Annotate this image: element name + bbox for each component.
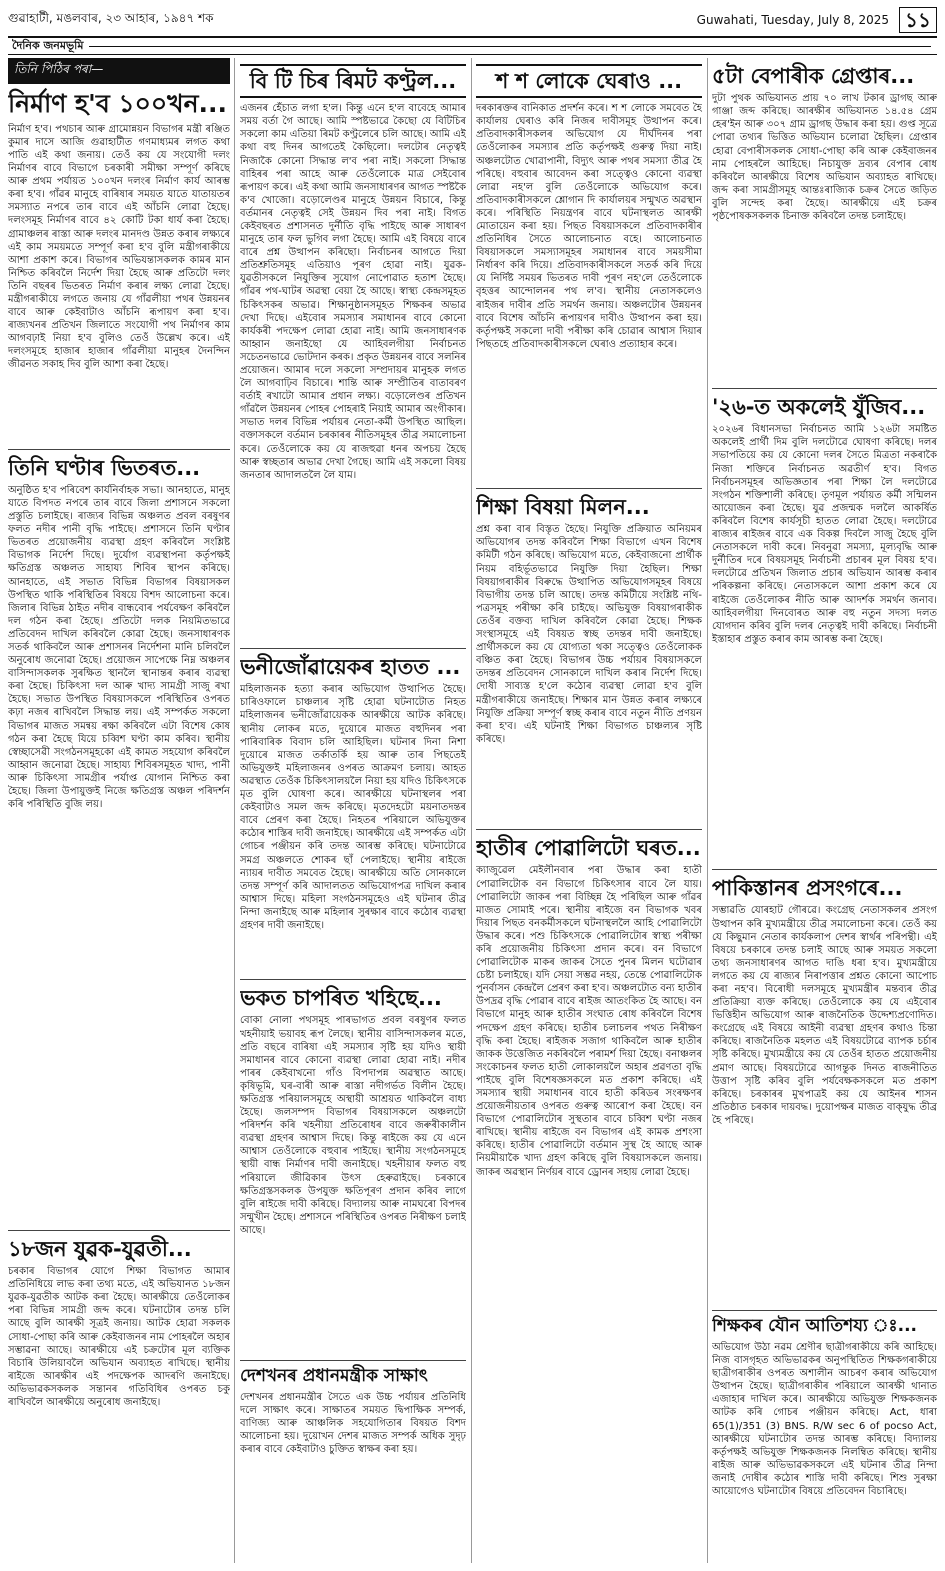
continuation-kicker: তিনি পিঠিৰ পৰা— xyxy=(8,58,230,84)
divider xyxy=(240,979,466,980)
article-body: এজনৰ হেঁচাত লগা হ'ল। কিন্তু এনে হ'ল বাবেহে আমাৰ সময় বৰ্তা গৈ আছে। আমি স্পষ্টভাৱে কৈছো যে বিটিচিৰ সকলো কাম এতিয়া ৰিমট কণ্ট্ৰলেৰে চলি আছে। আমি এই কথা বহু দিনৰ আগতেই কৈছিলো। দলটোৰ নেতৃত্বই নিজাকৈ কোনো সিদ্ধান্ত ল'ব পৰা নাই। সকলো সিদ্ধান্ত বাহিৰৰ পৰা আহে আৰু তেওঁলোকে মাত্ৰ সেইবোৰ ৰূপায়ণ কৰে। এই কথা আমি জনসাধাৰণৰ আগত স্পষ্টকৈ ক'ব খোজো। বড়োলেণ্ডৰ মানুহে উন্নয়ন বিচাৰে, কিন্তু বৰ্তমানৰ নেতৃত্বই সেই উন্নয়ন দিব পৰা নাই। বিগত কেইবছৰত প্ৰশাসনত দুৰ্নীতি বৃদ্ধি পাইছে আৰু সাধাৰণ মানুহে তাৰ ফল ভুগিব লগা হৈছে। আমি এই বিষয়ে বাৰে বাৰে প্ৰশ্ন উত্থাপন কৰিছো। নিৰ্বাচনৰ আগতে দিয়া প্ৰতিশ্ৰুতিসমূহ এতিয়াও পূৰণ হোৱা নাই। যুৱক-যুৱতীসকলে নিযুক্তিৰ সুযোগ নোপোৱাত হতাশ হৈছে। গাঁৱৰ পথ-ঘাটৰ অৱস্থা বেয়া হৈ আছে। স্বাস্থ্য কেন্দ্ৰসমূহত চিকিৎসকৰ অভাৱ। শিক্ষানুষ্ঠানসমূহত শিক্ষকৰ অভাৱ দেখা দিছে। এইবোৰ সমস্যাৰ সমাধানৰ বাবে কোনো কাৰ্যকৰী পদক্ষেপ লোৱা হোৱা নাই। আমি জনসাধাৰণক আহ্বান জনাইছো যে আহিবলগীয়া নিৰ্বাচনত সচেতনভাৱে ভোটদান কৰক। প্ৰকৃত উন্নয়নৰ বাবে সলনিৰ প্ৰয়োজন। আমাৰ দলে সকলো সম্প্ৰদায়ৰ মানুহক লগত লৈ আগবাঢ়িব বিচাৰে। শান্তি আৰু সম্প্ৰীতিৰ বাতাবৰণ বৰ্তাই ৰখাটো আমাৰ প্ৰধান লক্ষ্য। বড়োলেণ্ডৰ প্ৰতিখন গাঁৱলৈ উন্নয়নৰ পোহৰ পোহৰাই নিয়াই আমাৰ অংগীকাৰ। সভাত দলৰ বিভিন্ন পৰ্যায়ৰ নেতা-কৰ্মী উপস্থিত আছিল। বক্তাসকলে বৰ্তমান চৰকাৰৰ নীতিসমূহৰ তীব্ৰ সমালোচনা কৰে। তেওঁলোকে কয় যে ৰাজহুৱা ধনৰ অপচয় হৈছে আৰু স্বচ্ছতাৰ অভাৱ দেখা গৈছে। আমি এই সকলো বিষয় জনতাৰ আদালতলৈ লৈ যাম। xyxy=(240,103,466,481)
article-headline: নিৰ্মাণ হ'ব ১০০খন... xyxy=(8,89,227,118)
article-body: সম্ভাৱতি যোৰহাট গৌৰৱে। কংগ্ৰেছ নেতাসকলৰ প্ৰসংগ উত্থাপন কৰি মুখ্যমন্ত্ৰীয়ে তীব্ৰ সমালোচনা কৰে। তেওঁ কয় যে কিছুমান নেতাৰ কাৰ্যকলাপ দেশৰ স্বাৰ্থৰ পৰিপন্থী। এই বিষয়ে চৰকাৰে তদন্ত চলাই আছে আৰু সময়ত সকলো তথ্য জনসাধাৰণৰ আগত দাঙি ধৰা হ'ব। মুখ্যমন্ত্ৰীয়ে লগতে কয় যে ৰাজ্যৰ নিৰাপত্তাৰ প্ৰশ্নত কোনো আপোচ কৰা নহ'ব। বিৰোধী দলসমূহে মুখ্যমন্ত্ৰীৰ মন্তব্যৰ তীব্ৰ প্ৰতিক্ৰিয়া ব্যক্ত কৰিছে। তেওঁলোকে কয় যে এইবোৰ ভিত্তিহীন অভিযোগ আৰু ৰাজনৈতিক উদ্দেশ্যপ্ৰণোদিত। কংগ্ৰেছে এই বিষয়ে আইনী ব্যৱস্থা গ্ৰহণৰ কথাও চিন্তা কৰিছে। ৰাজনৈতিক মহলত এই বিষয়টোৱে ব্যাপক চৰ্চাৰ সৃষ্টি কৰিছে। মুখ্যমন্ত্ৰীয়ে কয় যে তেওঁৰ হাতত প্ৰয়োজনীয় প্ৰমাণ আছে। বিষয়টোৱে আগন্তুক দিনত ৰাজনীতিত উত্তাপ সৃষ্টি কৰিব বুলি পৰ্যবেক্ষকসকলে মত প্ৰকাশ কৰিছে। চৰকাৰৰ মুখপাত্ৰই কয় যে আইনৰ শাসন প্ৰতিষ্ঠাত চৰকাৰ দায়বদ্ধ। দুয়োপক্ষৰ মাজত বাক্‌যুদ্ধ তীব্ৰ হৈ পৰিছে। xyxy=(712,905,937,1126)
article-headline: শিক্ষা বিষয়া মিলন... xyxy=(476,495,650,520)
article-headline: হাতীৰ পোৱালিটো ঘৰত... xyxy=(476,836,701,861)
page-number: ১১ xyxy=(899,7,937,33)
date-assamese: গুৱাহাটী, মঙলবাৰ, ২৩ আহাৰ, ১৯৪৭ শক xyxy=(8,11,214,25)
article-body: ক্যাজুৱেল মেইলীনবাৰ পৰা উদ্ধাৰ কৰা হাতী পোৱালিটোক বন বিভাগে চিকিৎসাৰ বাবে লৈ যায়। পোৱালিটো জাকৰ পৰা বিচ্ছিন্ন হৈ পৰিছিল আৰু গাঁৱৰ মাজত সোমাই পৰে। স্থানীয় ৰাইজে বন বিভাগক খবৰ দিয়াৰ পিছত বনকৰ্মীসকলে ঘটনাস্থললৈ আহি পোৱালিটো উদ্ধাৰ কৰে। পশু চিকিৎসকে পোৱালিটোৰ স্বাস্থ্য পৰীক্ষা কৰি প্ৰয়োজনীয় চিকিৎসা প্ৰদান কৰে। বন বিভাগে পোৱালিটোক মাকৰ জাকৰ সৈতে পুনৰ মিলন ঘটোৱাৰ চেষ্টা চলাইছে। যদি সেয়া সম্ভৱ নহয়, তেন্তে পোৱালিটোক পুনৰ্বাসন কেন্দ্ৰলৈ প্ৰেৰণ কৰা হ'ব। অঞ্চলটোত বন্য হাতীৰ উপদ্ৰৱ বৃদ্ধি পোৱাৰ বাবে ৰাইজ আতংকিত হৈ আছে। বন বিভাগে মানুহ আৰু হাতীৰ সংঘাত ৰোধ কৰিবলৈ বিশেষ পদক্ষেপ গ্ৰহণ কৰিছে। হাতীৰ চলাচলৰ পথত নিৰীক্ষণ বৃদ্ধি কৰা হৈছে। ৰাইজক সজাগ থাকিবলৈ আৰু হাতীৰ জাকক উত্তেজিত নকৰিবলৈ পৰামৰ্শ দিয়া হৈছে। বনাঞ্চলৰ সংকোচনৰ ফলত হাতী লোকালয়লৈ অহাৰ প্ৰৱণতা বৃদ্ধি পাইছে বুলি বিশেষজ্ঞসকলে মত প্ৰকাশ কৰিছে। এই সমস্যাৰ স্থায়ী সমাধানৰ বাবে হাতী কৰিডৰ সংৰক্ষণৰ প্ৰয়োজনীয়তাৰ ওপৰত গুৰুত্ব আৰোপ কৰা হৈছে। বন বিভাগে পোৱালিটোৰ সুস্থতাৰ বাবে চব্বিশ ঘণ্টা নজৰ ৰাখিছে। স্থানীয় ৰাইজে বন বিভাগৰ এই কামক প্ৰশংসা কৰিছে। হাতীৰ পোৱালিটো বৰ্তমান সুস্থ হৈ আছে আৰু নিয়মীয়াকৈ খাদ্য গ্ৰহণ কৰিছে বুলি বিষয়াসকলে জনায়। জাকৰ অৱস্থান নিৰ্ণয়ৰ বাবে ড্ৰোনৰ সহায় লোৱা হৈছে। xyxy=(476,865,702,1178)
article-body: মহিলাজনক হত্যা কৰাৰ অভিযোগ উত্থাপিত হৈছে। চাৰিওফালে চাঞ্চল্যৰ সৃষ্টি হোৱা ঘটনাটোত নিহত মহিলাজনৰ ভনীজোঁৱায়েকক আৰক্ষীয়ে আটক কৰিছে। স্থানীয় লোকৰ মতে, দুয়োৰে মাজত বহুদিনৰ পৰা পাৰিবাৰিক বিবাদ চলি আহিছিল। ঘটনাৰ দিনা নিশা দুয়োৰে মাজত তৰ্কাতৰ্কি হয় আৰু তাৰ পিছতেই অভিযুক্তই মহিলাজনৰ ওপৰত আক্ৰমণ চলায়। আহত অৱস্থাত তেওঁক চিকিৎসালয়লৈ নিয়া হয় যদিও চিকিৎসকে মৃত বুলি ঘোষণা কৰে। আৰক্ষীয়ে ঘটনাস্থলৰ পৰা কেইবাটাও সমল জব্দ কৰিছে। মৃতদেহটো ময়নাতদন্তৰ বাবে প্ৰেৰণ কৰা হৈছে। নিহতৰ পৰিয়ালে অভিযুক্তৰ কঠোৰ শাস্তিৰ দাবী জনাইছে। আৰক্ষীয়ে এই সম্পৰ্কত এটা গোচৰ পঞ্জীয়ন কৰি তদন্ত আৰম্ভ কৰিছে। ঘটনাটোৱে সমগ্ৰ অঞ্চলতে শোকৰ ছাঁ পেলাইছে। স্থানীয় ৰাইজে ন্যায়ৰ দাবীত সমবেত হৈছে। আৰক্ষীয়ে অতি সোনকালে তদন্ত সম্পূৰ্ণ কৰি আদালতত অভিযোগপত্ৰ দাখিল কৰাৰ আশ্বাস দিছে। মহিলা সংগঠনসমূহেও এই ঘটনাৰ তীব্ৰ নিন্দা জনাইছে আৰু মহিলাৰ সুৰক্ষাৰ বাবে কঠোৰ ব্যৱস্থা গ্ৰহণৰ দাবী জনাইছে। xyxy=(240,684,466,931)
masthead-strip xyxy=(8,6,937,34)
article-body: দেশখনৰ প্ৰধানমন্ত্ৰীৰ সৈতে এক উচ্চ পৰ্যায়ৰ প্ৰতিনিধি দলে সাক্ষাৎ কৰে। সাক্ষাতৰ সময়ত দ্বিপাক্ষিক সম্পৰ্ক, বাণিজ্য আৰু আঞ্চলিক সহযোগিতাৰ বিষয়ত বিশদ আলোচনা হয়। দুয়োখন দেশৰ মাজত সম্পৰ্ক অধিক সুদৃঢ় কৰাৰ বাবে কেইবাটাও চুক্তিত স্বাক্ষৰ কৰা হয়। xyxy=(240,1391,466,1456)
newspaper-brand: দৈনিক জনমভূমি xyxy=(12,38,84,52)
article-body: ২০২৬ৰ বিধানসভা নিৰ্বাচনত আমি ১২৬টা সমষ্টিত অকলেই প্ৰাৰ্থী দিম বুলি দলটোৱে ঘোষণা কৰিছে। দলৰ সভাপতিয়ে কয় যে কোনো দলৰ সৈতে মিত্ৰতা নকৰাকৈ নিজা শক্তিৰে নিৰ্বাচনত অৱতীৰ্ণ হ'ব। বিগত নিৰ্বাচনসমূহৰ অভিজ্ঞতাৰ পৰা শিক্ষা লৈ দলটোৱে সংগঠন শক্তিশালী কৰিছে। তৃণমূল পৰ্যায়ত কৰ্মী সন্মিলন আয়োজন কৰা হৈছে। যুৱ প্ৰজন্মক দললৈ আকৰ্ষিত কৰিবলৈ বিশেষ কাৰ্যসূচী হাতত লোৱা হৈছে। দলটোৱে ৰাজ্যৰ ৰাইজৰ বাবে এক বিকল্প দিবলৈ সাজু হৈছে বুলি নেতাসকলে দাবী কৰে। নিবনুৱা সমস্যা, মূল্যবৃদ্ধি আৰু দুৰ্নীতিৰ দৰে বিষয়সমূহ নিৰ্বাচনী প্ৰচাৰৰ মূল বিষয় হ'ব। দলটোৱে প্ৰতিখন জিলাত প্ৰচাৰ অভিযান আৰম্ভ কৰাৰ পৰিকল্পনা কৰিছে। নেতাসকলে আশা প্ৰকাশ কৰে যে ৰাইজে তেওঁলোকৰ নীতি আৰু আদৰ্শক সমৰ্থন জনাব। আহিবলগীয়া দিনবোৰত আৰু বহু নতুন সদস্য দলত যোগদান কৰিব বুলি দলৰ নেতৃত্বই দাবী কৰিছে। নিৰ্বাচনী ইস্তাহাৰ প্ৰস্তুত কৰাৰ কাম আৰম্ভ কৰা হৈছে। xyxy=(712,424,937,645)
column-divider xyxy=(234,58,235,1563)
article-headline: শ শ লোকে ঘেৰাও ... xyxy=(476,64,702,98)
article-headline: ৫টা বেপাৰীক গ্ৰেপ্তাৰ... xyxy=(712,64,915,88)
column-divider xyxy=(471,58,472,1563)
article-headline: ভনীজোঁৱায়েকৰ হাতত ... xyxy=(240,655,461,680)
divider xyxy=(240,1360,466,1361)
divider xyxy=(476,488,702,489)
article-body: প্ৰশ্ন কৰা বাৰ বিস্তৃত হৈছে। নিযুক্তি প্ৰক্ৰিয়াত অনিয়মৰ অভিযোগৰ তদন্ত কৰিবলৈ শিক্ষা বিভাগে এখন বিশেষ কমিটী গঠন কৰিছে। অভিযোগ মতে, কেইবাজনো প্ৰাৰ্থীক নিয়ম বহিৰ্ভূতভাৱে নিযুক্তি দিয়া হৈছিল। শিক্ষা বিষয়াগৰাকীৰ বিৰুদ্ধে উত্থাপিত অভিযোগসমূহৰ বিষয়ে বিভাগীয় তদন্ত চলি আছে। তদন্ত কমিটীয়ে সংশ্লিষ্ট নথি-পত্ৰসমূহ পৰীক্ষা কৰি চাইছে। অভিযুক্ত বিষয়াগৰাকীক তেওঁৰ বক্তব্য দাখিল কৰিবলৈ কোৱা হৈছে। শিক্ষক সংস্থাসমূহে এই বিষয়ত স্বচ্ছ তদন্তৰ দাবী জনাইছে। প্ৰাৰ্থীসকলে কয় যে যোগ্যতা থকা সত্ত্বেও তেওঁলোকক বঞ্চিত কৰা হৈছে। বিভাগৰ উচ্চ পৰ্যায়ৰ বিষয়াসকলে তদন্তৰ প্ৰতিবেদন সোনকালে দাখিল কৰাৰ নিৰ্দেশ দিছে। দোষী সাব্যস্ত হ'লে কঠোৰ ব্যৱস্থা লোৱা হ'ব বুলি মন্ত্ৰীগৰাকীয়ে জনাইছে। শিক্ষাৰ মান উন্নত কৰাৰ লক্ষ্যৰে নিযুক্তি প্ৰক্ৰিয়া সম্পূৰ্ণ স্বচ্ছ কৰাৰ বাবে নতুন নীতি প্ৰণয়ন কৰা হ'ব। এই ঘটনাই শিক্ষা বিভাগত চাঞ্চল্যৰ সৃষ্টি কৰিছে। xyxy=(476,524,702,745)
article-headline: দেশখনৰ প্ৰধানমন্ত্ৰীক সাক্ষাৎ xyxy=(240,1366,428,1387)
article-body: চৰকাৰ বিভাগৰ যোগে শিক্ষা বিভাগত আমাৰ প্ৰতিনিধিয়ে লাভ কৰা তথ্য মতে, এই অভিযানত ১৮জন যুৱক-যুৱতীক আটক কৰা হৈছে। আৰক্ষীয়ে তেওঁলোকৰ পৰা বিভিন্ন সামগ্ৰী জব্দ কৰে। ঘটনাটোৰ তদন্ত চলি আছে বুলি আৰক্ষী সূত্ৰই জনায়। আটক হোৱা সকলক সোধা-পোছা কৰি আৰু কেইবাজনৰ নাম পোহৰলৈ অহাৰ সম্ভাৱনা আছে। আৰক্ষীয়ে এই চক্ৰটোৰ মূল ব্যক্তিক বিচাৰি উলিয়াবলৈ অভিযান অব্যাহত ৰাখিছে। স্থানীয় ৰাইজে আৰক্ষীৰ এই পদক্ষেপক আদৰণি জনাইছে। অভিভাৱকসকলক সন্তানৰ গতিবিধিৰ ওপৰত চকু ৰাখিবলৈ আৰক্ষীয়ে অনুৰোধ জনাইছে। xyxy=(8,1266,230,1408)
article-headline: ভকত চাপৰিত খহিছে... xyxy=(240,986,442,1011)
divider xyxy=(712,869,937,870)
brand-rule xyxy=(89,46,931,47)
article-headline: পাকিস্তানৰ প্ৰসংগৰে... xyxy=(712,876,903,901)
divider xyxy=(240,648,466,649)
article-headline: ১৮জন যুৱক-যুৱতী... xyxy=(8,1236,192,1261)
article-body: বোকা নোলা পথসমূহ পাৰভাগত প্ৰবল বৰষুণৰ ফলত খহনীয়াই ভয়াবহ ৰূপ লৈছে। স্থানীয় বাসিন্দাসকলৰ মতে, প্ৰতি বছৰে বাৰিষা এই সমস্যাৰ সৃষ্টি হয় যদিও স্থায়ী সমাধানৰ বাবে কোনো ব্যৱস্থা লোৱা হোৱা নাই। নদীৰ পাৰৰ কেইবাখনো গাঁও বিপদাপন্ন অৱস্থাত আছে। কৃষিভূমি, ঘৰ-বাৰী আৰু ৰাস্তা নদীগৰ্ভত বিলীন হৈছে। ক্ষতিগ্ৰস্ত পৰিয়ালসমূহে অস্থায়ী আশ্ৰয়ত থাকিবলৈ বাধ্য হৈছে। জলসম্পদ বিভাগৰ বিষয়াসকলে অঞ্চলটো পৰিদৰ্শন কৰি খহনীয়া প্ৰতিৰোধৰ বাবে জৰুৰীকালীন ব্যৱস্থা গ্ৰহণৰ আশ্বাস দিছে। কিন্তু ৰাইজে কয় যে এনে আশ্বাস তেওঁলোকে বহুবাৰ পাইছে। স্থানীয় সংগঠনসমূহে স্থায়ী বান্ধ নিৰ্মাণৰ দাবী জনাইছে। খহনীয়াৰ ফলত বহু পৰিয়ালে জীৱিকাৰ উৎস হেৰুৱাইছে। চৰকাৰে ক্ষতিগ্ৰস্তসকলক উপযুক্ত ক্ষতিপূৰণ প্ৰদান কৰিব লাগে বুলি ৰাইজে দাবী কৰিছে। বিদ্যালয় আৰু নামঘৰো বিপদৰ সন্মুখীন হৈছে। প্ৰশাসনে পৰিস্থিতিৰ ওপৰত নিৰীক্ষণ চলাই আছে। xyxy=(240,1015,466,1236)
column-2 xyxy=(240,58,466,1563)
columns-area xyxy=(8,58,937,1563)
article-body: অনুষ্ঠিত হ'ব পৰিবেশ কাৰ্যনিৰ্বাহক সভা। আনহাতে, মানুহ যাতে বিপদত নপৰে তাৰ বাবে জিলা প্ৰশাসনে সকলো প্ৰস্তুতি চলাইছে। ৰাজ্যৰ বিভিন্ন অঞ্চলত প্ৰবল বৰষুণৰ ফলত নদীৰ পানী বৃদ্ধি পাইছে। প্ৰশাসনে তিনি ঘণ্টাৰ ভিতৰত প্ৰয়োজনীয় ব্যৱস্থা গ্ৰহণ কৰিবলৈ সংশ্লিষ্ট বিভাগক নিৰ্দেশ দিছে। দুৰ্যোগ ব্যৱস্থাপনা কৰ্তৃপক্ষই ক্ষতিগ্ৰস্ত অঞ্চলত সাহায্য শিবিৰ স্থাপন কৰিছে। আনহাতে, এই সভাত বিভিন্ন বিভাগৰ বিষয়াসকল উপস্থিত থাকি পৰিস্থিতিৰ বিষয়ে বিশদ আলোচনা কৰে। জিলাৰ বিভিন্ন ঠাইত নদীৰ বান্ধবোৰ পৰ্যবেক্ষণ কৰিবলৈ দল গঠন কৰা হৈছে। প্ৰতিটো দলক নিয়মিতভাৱে প্ৰতিবেদন দাখিল কৰিবলৈ কোৱা হৈছে। জনসাধাৰণক সতৰ্ক থাকিবলৈ আৰু প্ৰশাসনৰ নিৰ্দেশনা মানি চলিবলৈ অনুৰোধ জনোৱা হৈছে। প্ৰয়োজন সাপেক্ষে নিম্ন অঞ্চলৰ বাসিন্দাসকলক সুৰক্ষিত স্থানলৈ স্থানান্তৰ কৰাৰ ব্যৱস্থা কৰা হৈছে। চিকিৎসা দল আৰু খাদ্য সামগ্ৰী সাজু ৰখা হৈছে। সভাত উপস্থিত বিষয়াসকলে পৰিস্থিতিৰ ওপৰত কঢ়া নজৰ ৰাখিবলৈ সিদ্ধান্ত লয়। এই সম্পৰ্কত সকলো বিভাগৰ মাজত সমন্বয় ৰক্ষা কৰিবলৈ এটা বিশেষ কোষ গঠন কৰা হৈছে যিয়ে চব্বিশ ঘণ্টা কাম কৰিব। স্থানীয় স্বেচ্ছাসেৱী সংগঠনসমূহকো এই কামত সহযোগ কৰিবলৈ আহ্বান জনোৱা হৈছে। সাহায্য শিবিৰসমূহত খাদ্য, পানী আৰু চিকিৎসা সামগ্ৰীৰ পৰ্যাপ্ত যোগান নিশ্চিত কৰা হৈছে। জিলা উপায়ুক্তই নিজে ক্ষতিগ্ৰস্ত অঞ্চল পৰিদৰ্শন কৰি পৰিস্থিতি বুজি লয়। xyxy=(8,484,230,811)
column-4 xyxy=(712,58,937,1563)
divider xyxy=(8,449,230,450)
article-headline: '২৬-ত অকলেই যুঁজিব... xyxy=(712,395,926,420)
article-headline: বি টি চিৰ ৰিমট কণ্ট্ৰল... xyxy=(240,64,466,98)
date-english: Guwahati, Tuesday, July 8, 2025 xyxy=(696,13,890,27)
column-3 xyxy=(476,58,702,1563)
divider xyxy=(8,1230,230,1231)
article-body: নিৰ্মাণ হ'ব। পথচাৰ আৰু গ্ৰামোন্নয়ন বিভাগৰ মন্ত্ৰী ৰঞ্জিত কুমাৰ দাসে আজি গুৱাহাটীত গণমাধ্যমৰ লগত কথা পাতি এই কথা জনায়। তেওঁ কয় যে সংযোগী দলং নিৰ্মাণৰ বাবে বিভাগে চৰকাৰী সমীক্ষা সম্পূৰ্ণ কৰিছে আৰু প্ৰথম পৰ্যায়ত ১০০খন দলংৰ নিৰ্মাণ কাৰ্য আৰম্ভ কৰা হ'ব। গাঁৱৰ মানুহে বাৰিষাৰ সময়ত যাতে যাতায়তৰ সমস্যাত নপৰে তাৰ বাবে এই আঁচনি লোৱা হৈছে। দলংসমূহ নিৰ্মাণৰ বাবে ৪২ কোটি টকা ধাৰ্য কৰা হৈছে। গ্ৰামাঞ্চলৰ ৰাস্তা আৰু দলংৰ মানদণ্ড উন্নত কৰাৰ লক্ষ্যৰে এই কাম সময়মতে সম্পূৰ্ণ কৰা হ'ব বুলি মন্ত্ৰীগৰাকীয়ে আশা প্ৰকাশ কৰে। বিভাগৰ অভিযন্তাসকলক কামৰ মান নিশ্চিত কৰিবলৈ নিৰ্দেশ দিয়া হৈছে আৰু প্ৰতিটো দলং তিনি বছৰৰ ভিতৰত নিৰ্মাণ কৰাৰ লক্ষ্য লোৱা হৈছে। মন্ত্ৰীগৰাকীয়ে লগতে জনায় যে গাঁৱলীয়া পথৰ উন্নয়নৰ বাবে আৰু কেইবাটাও আঁচনি ৰূপায়ণ কৰা হ'ব। ৰাজ্যখনৰ প্ৰতিখন জিলাতে সংযোগী পথ নিৰ্মাণৰ কাম আগবঢ়াই নিয়া হ'ব বুলিও তেওঁ উল্লেখ কৰে। এই দলংসমূহে হাজাৰ হাজাৰ গাঁৱলীয়া মানুহৰ দৈনন্দিন জীৱনত সকাহ দিব বুলি আশা কৰা হৈছে। xyxy=(8,123,230,371)
article-headline: শিক্ষকৰ যৌন আতিশয্য ঃ... xyxy=(712,1316,917,1337)
column-1 xyxy=(8,58,230,1563)
article-body: অভিযোগ উঠা নৱম শ্ৰেণীৰ ছাত্ৰীগৰাকীয়ে কৰি আহিছে। নিজ বাসগৃহত অভিভাৱকৰ অনুপস্থিতিত শিক্ষকগৰাকীয়ে ছাত্ৰীগৰাকীৰ ওপৰত অশালীন আচৰণ কৰাৰ অভিযোগ উত্থাপন হৈছে। ছাত্ৰীগৰাকীৰ পৰিয়ালে আৰক্ষী থানাত এজাহাৰ দাখিল কৰে। আৰক্ষীয়ে অভিযুক্ত শিক্ষকজনক আটক কৰি গোচৰ পঞ্জীয়ন কৰিছে। Act, ধাৰা 65(1)/351 (3) BNS. R/W sec 6 of pocso Act, আৰক্ষীয়ে ঘটনাটোৰ তদন্ত আৰম্ভ কৰিছে। বিদ্যালয় কৰ্তৃপক্ষই অভিযুক্ত শিক্ষকজনক নিলম্বিত কৰিছে। স্থানীয় ৰাইজ আৰু অভিভাৱকসকলে এই ঘটনাৰ তীব্ৰ নিন্দা জনাই দোষীৰ কঠোৰ শাস্তি দাবী কৰিছে। শিশু সুৰক্ষা আয়োগেও ঘটনাটোৰ বিষয়ে প্ৰতিবেদন বিচাৰিছে। xyxy=(712,1341,937,1497)
divider xyxy=(712,1310,937,1311)
article-body: দৰকাৰক্তৰ বানিকাত প্ৰদৰ্শন কৰে। শ শ লোকে সমবেত হৈ কাৰ্যালয় ঘেৰাও কৰি নিজৰ দাবীসমূহ উত্থাপন কৰে। প্ৰতিবাদকাৰীসকলৰ অভিযোগ যে দীৰ্ঘদিনৰ পৰা তেওঁলোকৰ সমস্যাৰ প্ৰতি কৰ্তৃপক্ষই গুৰুত্ব দিয়া নাই। অঞ্চলটোত খোৱাপানী, বিদ্যুৎ আৰু পথৰ সমস্যা তীব্ৰ হৈ পৰিছে। বহুবাৰ আবেদন কৰা সত্ত্বেও কোনো ব্যৱস্থা লোৱা নহ'ল বুলি তেওঁলোকে অভিযোগ কৰে। প্ৰতিবাদকাৰীসকলে শ্লোগান দি কাৰ্যালয়ৰ সন্মুখত অৱস্থান কৰে। পৰিস্থিতি নিয়ন্ত্ৰণৰ বাবে ঘটনাস্থলত আৰক্ষী মোতায়েন কৰা হয়। পিছত বিষয়াসকলে প্ৰতিবাদকাৰীৰ প্ৰতিনিধিৰ সৈতে আলোচনাত বহে। আলোচনাত বিষয়াসকলে সমস্যাসমূহৰ সমাধানৰ বাবে সময়সীমা নিৰ্ধাৰণ কৰি দিয়ে। প্ৰতিবাদকাৰীসকলে সতৰ্ক কৰি দিয়ে যে নিৰ্দিষ্ট সময়ৰ ভিতৰত দাবী পূৰণ নহ'লে তেওঁলোকে বৃহত্তৰ আন্দোলনৰ পথ ল'ব। স্থানীয় নেতাসকলেও ৰাইজৰ দাবীৰ প্ৰতি সমৰ্থন জনায়। অঞ্চলটোৰ উন্নয়নৰ বাবে বিশেষ আঁচনি ৰূপায়ণৰ দাবীও উত্থাপন কৰা হয়। কৰ্তৃপক্ষই সকলো দাবী পৰীক্ষা কৰি চোৱাৰ আশ্বাস দিয়াৰ পিছতহে প্ৰতিবাদকাৰীসকলে ঘেৰাও প্ৰত্যাহাৰ কৰে। xyxy=(476,103,702,350)
divider xyxy=(476,829,702,830)
column-divider xyxy=(707,58,708,1563)
brand-bar xyxy=(8,36,937,55)
article-body: দুটা পুথক অভিযানত প্ৰায় ৭০ লাখ টকাৰ ড্ৰাগছ আৰু গাঞ্জা জব্দ কৰিছে। আৰক্ষীৰ অভিযানত ১৪.৫৪ গ্ৰেম হেৰ'ইন আৰু ৩০৭ গ্ৰাম ড্ৰাগছ উদ্ধাৰ কৰা হয়। গুপ্ত সূত্ৰে পোৱা তথ্যৰ ভিত্তিত অভিযান চলোৱা হৈছিল। গ্ৰেপ্তাৰ হোৱা বেপাৰীসকলক সোধা-পোছা কৰি আৰু কেইবাজনৰ নাম পোহৰলৈ আহিছে। নিচাযুক্ত দ্ৰব্যৰ বেপাৰ ৰোধ কৰিবলৈ আৰক্ষীয়ে বিশেষ অভিযান অব্যাহত ৰাখিছে। জব্দ কৰা সামগ্ৰীসমূহ আন্তঃৰাজ্যিক চক্ৰৰ সৈতে জড়িত বুলি সন্দেহ কৰা হৈছে। আৰক্ষীয়ে এই চক্ৰৰ পৃষ্ঠপোষকসকলক চিনাক্ত কৰিবলৈ তদন্ত চলাইছে। xyxy=(712,93,937,222)
divider xyxy=(712,388,937,389)
article-headline: তিনি ঘণ্টাৰ ভিতৰত... xyxy=(8,455,201,480)
